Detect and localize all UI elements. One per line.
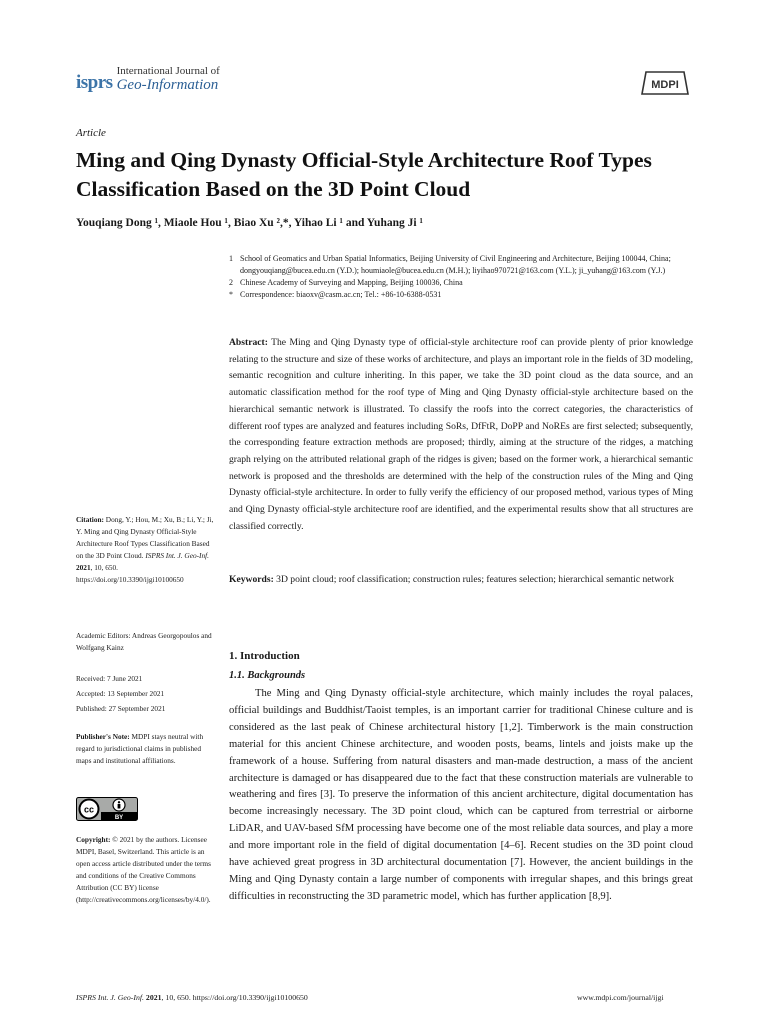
citation-label: Citation: bbox=[76, 515, 104, 524]
publisher-note-label: Publisher's Note: bbox=[76, 732, 130, 741]
abstract-text: The Ming and Qing Dynasty type of official-style architecture roof can provide plenty of prior knowledge relating to the structure and size of these works of architecture, and plays an important role in the fields of 3D modeling, semantic recognition and culture inheriting. In this paper, we take the 3D point cloud as the data source, and an automatic classification method for the roof type of Ming and Qing Dynasty official-style architecture based on the hierarchical semantic network is illustrated. To classify the roofs into the correct categories, the characteristics of different roof types are analyzed and features including SoRs, DfFtR, DoPP and NoREs are first selected; subsequently, the corresponding feature extraction methods are proposed; thirdly, aiming at the structure of the ridges, a matching graph relying on the attributed relational graph of the ridges is given; based on the former work, a hierarchical semantic network is proposed and the thresholds are determined with the help of the construction rules of the Ming and Qing Dynasty official-style architecture. In order to fully verify the efficiency of our proposed method, various types of Ming and Qing Dynasty official-style architecture roof are identified, and the experimental results show that all structures are classified correctly. bbox=[229, 337, 693, 532]
citation-journal: ISPRS Int. J. Geo-Inf. bbox=[145, 551, 209, 560]
citation-block bbox=[76, 514, 216, 586]
isprs-logo-mark: isprs bbox=[76, 72, 113, 93]
academic-editors: Academic Editors: Andreas Georgopoulos and Wolfgang Kainz bbox=[76, 631, 212, 652]
accepted-date: Accepted: 13 September 2021 bbox=[76, 689, 165, 698]
footer-journal-url[interactable]: www.mdpi.com/journal/ijgi bbox=[577, 993, 664, 1002]
affiliation-item bbox=[229, 253, 699, 277]
paper-title: Ming and Qing Dynasty Official-Style Architecture Roof Types Classification Based on the 3D Point Cloud bbox=[76, 148, 652, 201]
body-paragraph: The Ming and Qing Dynasty official-style architecture, which mainly includes the royal palaces, official buildings and Buddhist/Taoist temples, is an important carrier for traditional Chinese culture and is considered as the last peak of Chinese architectural history [1,2]. Timberwork is the main construction material for this ancient Chinese architecture, and wooden posts, beams, lintels and joists make up the framework of a house. Suffering from natural disasters and man-made destruction, a mass of the ancient architecture is damaged or has disappeared due to the fact that these construction materials are vulnerable to weathering and fires [3]. To preserve the information of this ancient architecture, digital documentation has become increasingly necessary. The 3D point cloud, which can be captured from terrestrial or airborne LiDAR, and UAV-based SfM processing have become one of the most reliable data sources, and play a more and more important role in the field of digital documentation [4–6]. Recent studies on the 3D point cloud have achieved great progress in 3D architectural documentation [7]. However, the ancient buildings in the Ming and Qing Dynasty contain a large number of components with irregular shapes, and this brings great difficulties in reconstructing the 3D parametric model, which has further application [8,9]. bbox=[229, 688, 693, 902]
affiliation-item bbox=[229, 277, 699, 289]
copyright-text: © 2021 by the authors. Licensee MDPI, Basel, Switzerland. This article is an open access article distributed under the terms and conditions of the Creative Commons Attribution (CC BY) license (http://creativecommons.org/licenses/by/4.0/). bbox=[76, 835, 211, 904]
affiliation-item bbox=[229, 289, 699, 301]
affiliation-text: Correspondence: biaoxv@casm.ac.cn; Tel.: +86-10-6388-0531 bbox=[240, 290, 442, 299]
footer-year: 2021 bbox=[143, 993, 162, 1002]
copyright-label: Copyright: bbox=[76, 835, 111, 844]
received-date: Received: 7 June 2021 bbox=[76, 674, 143, 683]
publisher-note-text: MDPI stays neutral with regard to jurisdictional claims in published maps and institutional affiliations. bbox=[76, 732, 204, 765]
footer-citation bbox=[76, 993, 308, 1002]
footer-journal: ISPRS Int. J. Geo-Inf. bbox=[76, 993, 144, 1002]
cc-by-license-icon[interactable] bbox=[76, 797, 138, 821]
journal-title-name: Geo-Information bbox=[116, 76, 219, 93]
affiliation-text: School of Geomatics and Urban Spatial Informatics, Beijing University of Civil Engineering and Architecture, Beijing 100044, China; dongyouqiang@bucea.edu.cn (Y.D.); houmiaole@bucea.edu.cn (M.H.); liyihao970721@163.com (Y.L.); ji_yuhang@163.com (Y.J.) bbox=[240, 254, 671, 275]
keywords bbox=[229, 572, 693, 589]
subsection-heading: 1.1. Backgrounds bbox=[229, 670, 306, 681]
copyright-block bbox=[76, 834, 216, 906]
affiliations bbox=[229, 253, 699, 301]
citation-text: Dong, Y.; Hou, M.; Xu, B.; Li, Y.; Ji, Y. Ming and Qing Dynasty Official-Style Architecture Roof Types Classification Based on the 3D Point Cloud. bbox=[76, 515, 214, 560]
cc-badge-label: cc bbox=[83, 804, 95, 815]
affiliation-text: Chinese Academy of Surveying and Mapping, Beijing 100036, China bbox=[240, 278, 463, 287]
mdpi-logo-text: MDPI bbox=[651, 79, 679, 91]
abstract bbox=[229, 335, 693, 535]
affiliation-number: 2 bbox=[229, 278, 233, 287]
journal-title-top: International Journal of bbox=[116, 65, 220, 77]
publisher-note bbox=[76, 731, 216, 767]
keywords-text: 3D point cloud; roof classification; construction rules; features selection; hierarchical semantic network bbox=[273, 574, 674, 585]
affiliation-number: 1 bbox=[229, 254, 233, 263]
by-badge-label: BY bbox=[114, 815, 124, 821]
journal-logo bbox=[76, 66, 220, 94]
journal-title-block bbox=[117, 66, 220, 93]
affiliation-number: * bbox=[229, 290, 233, 299]
article-type: Article bbox=[76, 127, 106, 139]
published-date: Published: 27 September 2021 bbox=[76, 704, 166, 713]
abstract-label: Abstract: bbox=[229, 337, 268, 348]
keywords-label: Keywords: bbox=[229, 574, 274, 585]
section-heading: 1. Introduction bbox=[229, 650, 300, 662]
citation-year: 2021 bbox=[76, 563, 91, 572]
footer-doi[interactable]: , 10, 650. https://doi.org/10.3390/ijgi10100650 bbox=[161, 993, 308, 1002]
author-list: Youqiang Dong ¹, Miaole Hou ¹, Biao Xu ²,*, Yihao Li ¹ and Yuhang Ji ¹ bbox=[76, 217, 423, 229]
mdpi-logo-icon bbox=[640, 68, 690, 98]
citation-doi[interactable]: , 10, 650. https://doi.org/10.3390/ijgi10100650 bbox=[76, 563, 184, 584]
